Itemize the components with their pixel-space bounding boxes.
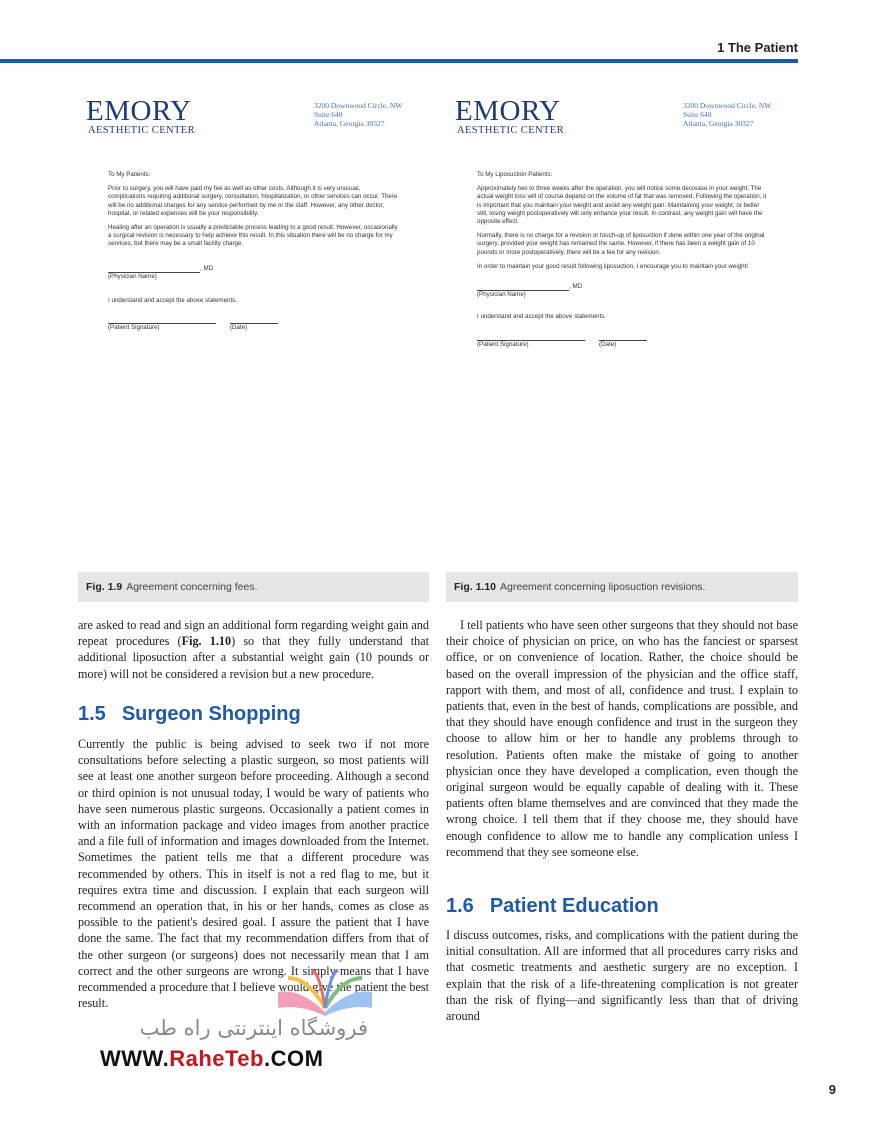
body-paragraph: Currently the public is being advised to seek two if not more consultations before selecting a plastic surgeon, so most patients will see at least one another surgeon before proceeding. Although a second or third opinion is not unusual today, I would be wary of patients who have seen numerous plastic surgeons. Occasionally a patient comes in with an information package and video images from another practice and a file full of information and images downloaded from the Internet. Sometimes the patient tells me that a different procedure was recommended by others. This in itself is not a red flag to me, but it requires extra time and discussion. I explain that each surgeon will recommend an operation that, in his or her hands, comes as close as possible to the patient's desired goal. I assure the patient that I have done the same. The fact that my recommendation differs from that of the other surgeon (or surgeons) does not necessarily mean that I am correct and the other surgeons are wrong. It simply means that I have recommended a procedure that I believe would give the patient the best result.: [78, 737, 429, 1011]
physician-signature-block: [108, 265, 398, 281]
url-prefix: WWW.: [100, 1046, 170, 1071]
url-brand: RaheTeb: [169, 1046, 264, 1071]
watermark-url: [100, 1046, 323, 1072]
intro-text: ) so that they fully understand that additional liposuction after a substantial weight gain (10 pounds or more) will not be considered a revision but a new procedure.: [78, 634, 429, 681]
date-label: (Date): [230, 324, 248, 332]
header-rule: [0, 59, 798, 63]
figure-1-9-letter: [86, 95, 416, 425]
body-paragraph: I tell patients who have seen other surgeons that they should not base their choice of physician on price, on who has the fanciest or sparsest office, or on convenience of location. Rather, the choice should be based on the overall impression of the physician and the office staff, rapport with them, and most of all, confidence and trust. I explain to patients that, even in the best of hands, complications are possible, and that they should have enough confidence and trust in the surgeon they choose to allow him or her to handle any problems through to resolution. Patients often make the mistake of going to another physician once they have developed a complication, even though the original surgeon would be equally capable of dealing with it. These patients often blame themselves and are convinced that they made the wrong choice. I tell them that if they choose me, they should have enough confidence to allow me to handle any complication unless I recommend that they see someone else.: [446, 618, 798, 859]
emory-logo-subtitle: AESTHETIC CENTER: [457, 125, 565, 136]
section-title: Surgeon Shopping: [121, 703, 301, 725]
emory-logo-name: EMORY: [455, 95, 561, 127]
section-number: 1.6: [446, 895, 474, 917]
address-line: Suite 640: [683, 110, 712, 119]
figure-caption-text: Agreement concerning liposuction revisions.: [500, 581, 706, 593]
letter-paragraph: Prior to surgery, you will have paid my fee as well as other costs. Although it is very unusual, complications requiring additional surgery, consultation, hospitalization, or other services can occur. There will be no additional charges for any service performed by me or the staff. However, any other doctor, hospital, or related expenses will be your responsibility.: [108, 185, 398, 217]
emory-logo-name: EMORY: [86, 95, 192, 127]
page-number: 9: [828, 1082, 836, 1097]
patient-signature-row: [108, 323, 398, 332]
watermark: [100, 968, 390, 1078]
accept-statement: I understand and accept the above statements.: [108, 297, 237, 305]
book-logo-icon: [270, 968, 380, 1018]
patient-signature-field: [108, 323, 216, 332]
patient-signature-row: [477, 340, 767, 349]
figure-reference: Fig. 1.10: [181, 634, 232, 649]
physician-name-label: (Physician Name): [477, 291, 526, 299]
right-column-body: [446, 617, 798, 860]
letter-salutation: To My Patients:: [108, 171, 151, 178]
letter-address: [683, 101, 771, 128]
letter-body: [477, 171, 767, 349]
right-column-section-body: [446, 927, 798, 1024]
left-column-intro: [78, 617, 429, 682]
physician-name-label: (Physician Name): [108, 272, 157, 280]
letter-paragraph: Approximately two to three weeks after the operation, you will notice some decrease in your weight. The actual weight loss will of course depend on the volume of fat that was removed. Following the operation, it is important that you maintain your weight and avoid any weight gain. Maintaining your weight, or better still, losing weight postoperatively will only enhance your result. In contrast, any weight gain will have the opposite effect.: [477, 185, 767, 226]
letter-paragraph: Healing after an operation is usually a predictable process leading to a good result. However, occasionally a surgical revision is necessary to help achieve this result. In this situation there will be no charge for my services, but there may be a small facility charge.: [108, 224, 398, 248]
date-label: (Date): [599, 340, 617, 348]
address-line: 3200 Downwood Circle, NW: [314, 101, 403, 110]
figure-caption: [78, 572, 429, 602]
section-number: 1.5: [78, 703, 106, 725]
emory-logo-subtitle: AESTHETIC CENTER: [88, 125, 196, 136]
url-suffix: .COM: [263, 1046, 324, 1071]
intro-text: are asked to read and sign an additional form regarding weight gain and repeat procedures (: [78, 618, 429, 649]
accept-statement: I understand and accept the above statements.: [477, 313, 606, 321]
letter-paragraph: Normally, there is no charge for a revision or touch-up of liposuction if done within one year of the original surgery, provided your weight has remained the same. However, if there has been a weight gain of 10 pounds or more postoperatively, there will be a fee for any revision.: [477, 232, 765, 256]
physician-signature-block: [477, 283, 767, 299]
md-suffix: , MD: [569, 283, 583, 291]
letter-paragraph: In order to maintain your good result following liposuction, I encourage you to maintain your weight!: [477, 262, 749, 270]
running-head: 1 The Patient: [717, 40, 798, 55]
figure-caption-text: Agreement concerning fees.: [126, 581, 258, 593]
letter-address: [314, 101, 402, 128]
patient-signature-label: (Patient Signature): [108, 324, 160, 332]
md-suffix: , MD: [200, 264, 214, 272]
section-heading-1-5: [78, 703, 301, 726]
body-paragraph: I discuss outcomes, risks, and complications with the patient during the initial consultation. All are informed that all procedures carry risks and that cosmetic treatments and aesthetic surgery are no exception. I explain that the risk of a life-threatening complication is not greater than the risk of flying—and significantly less than that of driving around: [446, 928, 798, 1024]
address-line: Atlanta, Georgia 30327: [314, 119, 385, 128]
figure-caption: [446, 572, 798, 602]
patient-signature-label: (Patient Signature): [477, 340, 529, 348]
address-line: Suite 640: [314, 110, 343, 119]
address-line: 3200 Downwood Circle, NW: [683, 101, 772, 110]
date-field: [230, 323, 278, 332]
section-heading-1-6: [446, 895, 659, 918]
figure-1-10-letter: [455, 95, 785, 425]
section-title: Patient Education: [489, 895, 659, 917]
intro-paragraph: [78, 617, 429, 682]
figure-number: Fig. 1.10: [454, 581, 497, 593]
figure-number: Fig. 1.9: [86, 581, 123, 593]
watermark-persian-text: فروشگاه اینترنتی راه طب: [139, 1016, 368, 1040]
letter-salutation: To My Liposuction Patients:: [477, 171, 553, 178]
patient-signature-field: [477, 340, 585, 349]
letter-body: [108, 171, 398, 332]
address-line: Atlanta, Georgia 30327: [683, 119, 754, 128]
date-field: [599, 340, 647, 349]
